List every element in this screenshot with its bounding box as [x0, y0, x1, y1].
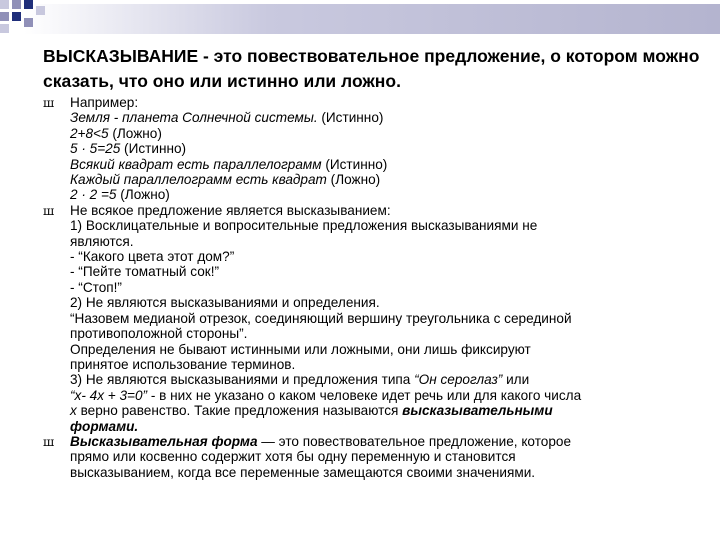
header-gradient-bar — [24, 4, 720, 34]
text-line — [70, 326, 683, 341]
text-line — [70, 187, 683, 202]
text-run: (Ложно) — [108, 125, 162, 141]
text-run: являются. — [70, 233, 134, 249]
text-run: Высказывательная форма — [70, 433, 258, 449]
bullet-list — [43, 95, 683, 480]
decor-square — [0, 0, 9, 9]
text-run: формами. — [70, 418, 139, 434]
slide-title: ВЫСКАЗЫВАНИЕ - это повествовательное предложение, о котором можно сказать, что оно или истинно или ложно. — [43, 46, 700, 91]
text-run: или — [502, 372, 530, 388]
text-run: принятое использование терминов. — [70, 356, 296, 372]
text-run: 5 · 5=25 — [70, 141, 121, 157]
text-line — [70, 234, 683, 249]
text-line — [70, 95, 683, 110]
text-line — [70, 372, 683, 387]
decor-square — [24, 0, 33, 9]
text-run: верно равенство. Такие предложения называются — [76, 403, 403, 419]
text-line — [70, 419, 683, 434]
text-line — [70, 264, 683, 279]
text-run: - в них не указано о каком человеке идет речь или для какого числа — [147, 387, 582, 403]
text-run: — это повествовательное предложение, которое — [257, 433, 572, 449]
text-line — [70, 449, 683, 464]
text-run: - “Какого цвета этот дом?” — [70, 249, 235, 265]
bullet-item — [43, 434, 683, 480]
text-run: Каждый параллелограмм есть квадрат — [70, 172, 327, 188]
text-run: прямо или косвенно содержит хотя бы одну переменную и становится — [70, 449, 516, 465]
text-line — [70, 311, 683, 326]
text-line — [70, 172, 683, 187]
text-run: (Ложно) — [116, 187, 170, 203]
text-run: “Назовем медианой отрезок, соединяющий вершину треугольника с серединой — [70, 310, 572, 326]
text-run: высказыванием, когда все переменные замещаются своими значениями. — [70, 464, 536, 480]
text-line — [70, 110, 683, 125]
text-line — [70, 126, 683, 141]
text-line — [70, 157, 683, 172]
text-run: Земля - планета Солнечной системы. — [70, 110, 318, 126]
decor-square — [12, 12, 21, 21]
text-run: Определения не бывают истинными или ложными, они лишь фиксируют — [70, 341, 531, 357]
text-run: Например: — [70, 95, 139, 110]
text-run: - “Стоп!” — [70, 279, 122, 295]
text-run: (Истинно) — [321, 156, 388, 172]
text-run: 1) Восклицательные и вопросительные предложения высказываниями не — [70, 218, 538, 234]
text-run: Всякий квадрат есть параллелограмм — [70, 156, 322, 172]
text-run: (Истинно) — [317, 110, 384, 126]
text-run: 2) Не являются высказываниями и определения. — [70, 295, 380, 311]
decor-square — [36, 6, 45, 15]
text-line — [70, 434, 683, 449]
text-line — [70, 295, 683, 310]
decor-square — [24, 18, 33, 27]
bullet-item — [43, 203, 683, 434]
text-run: (Ложно) — [326, 172, 381, 188]
header-decoration — [0, 0, 720, 40]
text-run: Не всякое предложение является высказыванием: — [70, 202, 391, 218]
text-line — [70, 141, 683, 156]
bullet-marker-icon: ш — [43, 434, 55, 449]
text-line — [70, 280, 683, 295]
text-line — [70, 218, 683, 233]
text-line — [70, 403, 683, 418]
text-run: “х- 4х + 3=0” — [70, 387, 148, 403]
bullet-marker-icon: ш — [43, 203, 55, 218]
text-run: 2+8<5 — [70, 125, 109, 141]
decor-square — [0, 12, 9, 21]
text-run: 2 · 2 =5 — [70, 187, 117, 203]
bullet-item — [43, 95, 683, 203]
text-line — [70, 388, 683, 403]
text-run: “Он сероглаз” — [414, 372, 503, 388]
text-run: (Истинно) — [120, 141, 187, 157]
bullet-marker-icon: ш — [43, 96, 55, 110]
decor-square — [0, 24, 9, 33]
text-line — [70, 357, 683, 372]
text-line — [70, 203, 683, 218]
text-line — [70, 249, 683, 264]
decor-square — [12, 0, 21, 9]
text-run: - “Пейте томатный сок!” — [70, 264, 220, 280]
text-line — [70, 342, 683, 357]
text-run: противоположной стороны”. — [70, 326, 248, 342]
text-run: х — [70, 403, 77, 419]
text-run: высказывательными — [402, 403, 553, 419]
text-run: 3) Не являются высказываниями и предложения типа — [70, 372, 415, 388]
text-line — [70, 465, 683, 480]
